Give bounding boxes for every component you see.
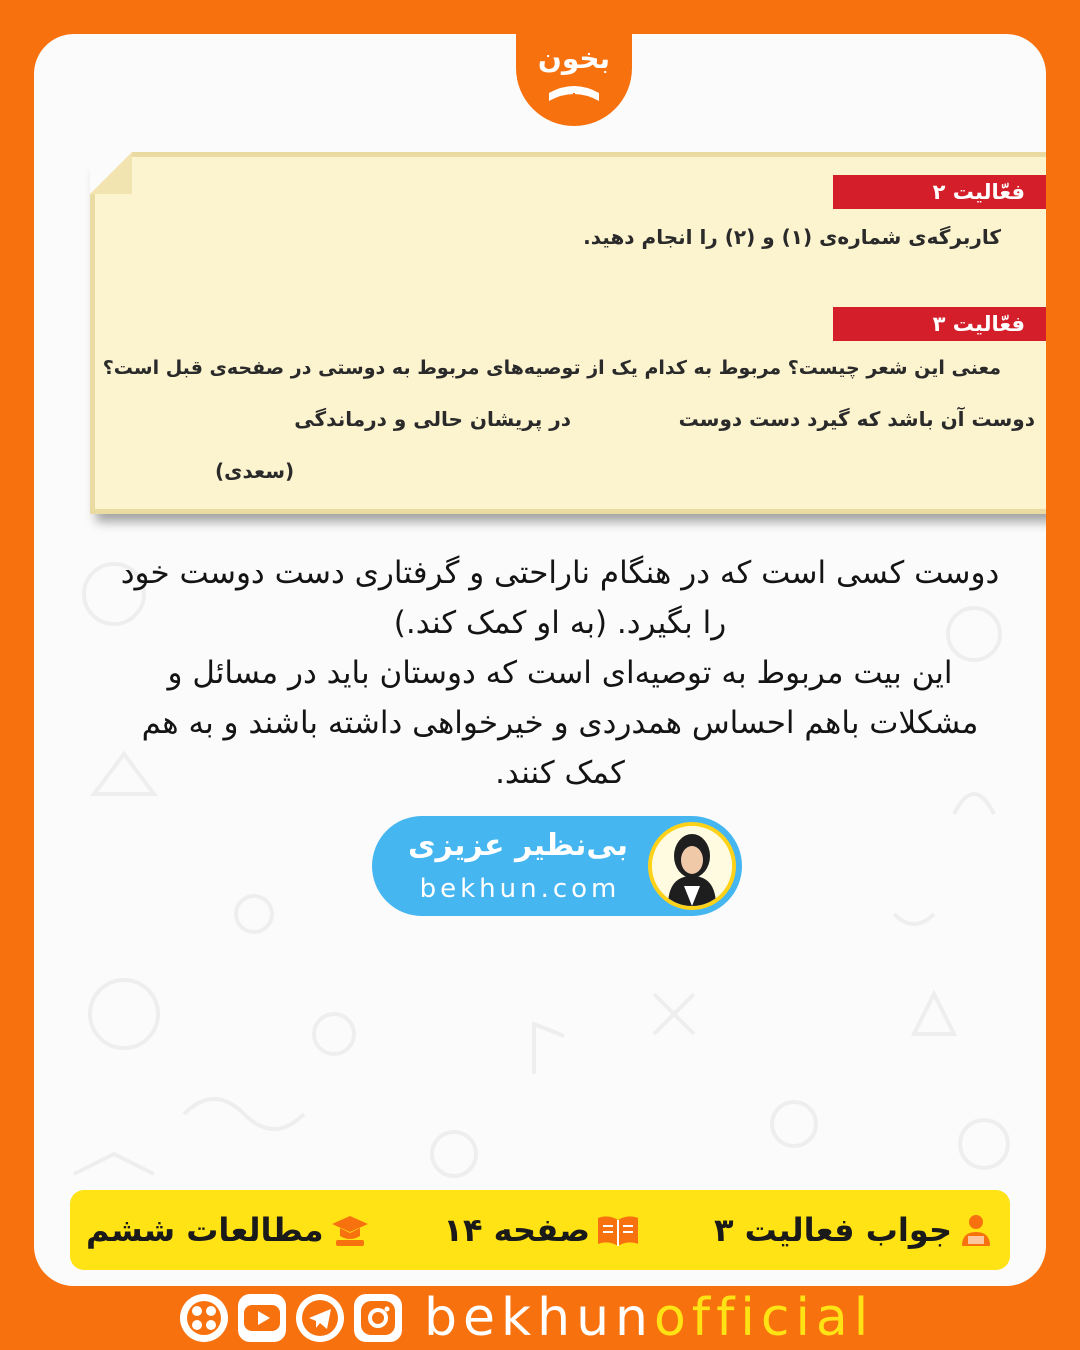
aparat-glyph-icon xyxy=(184,1298,224,1338)
footer-page-text: صفحه ۱۴ xyxy=(443,1211,591,1249)
answer-paragraph-1: دوست کسی است که در هنگام ناراحتی و گرفتاری دست دوست خود را بگیرد. (به او کمک کند.) xyxy=(120,555,1000,641)
aparat-icon[interactable] xyxy=(180,1294,228,1342)
poet-credit: (سعدی) xyxy=(215,459,295,483)
footer-page-label xyxy=(443,1211,640,1249)
telegram-icon[interactable] xyxy=(296,1294,344,1342)
author-site: bekhun.com xyxy=(419,874,621,904)
answer-text xyxy=(110,548,1010,798)
verse-right: دوست آن باشد که گیرد دست دوست xyxy=(678,407,1035,431)
instagram-icon[interactable] xyxy=(354,1294,402,1342)
youtube-icon[interactable] xyxy=(238,1294,286,1342)
activity2-instruction: کاربرگه‌ی شماره‌ی (۱) و (۲) را انجام دهید. xyxy=(583,225,1001,249)
textbook-excerpt xyxy=(90,152,1046,514)
answer-paragraph-2: این بیت مربوط به توصیه‌ای است که دوستان باید در مسائل و مشکلات باهم احساس همدردی و خیرخواهی داشته باشند و به هم کمک کنند. xyxy=(141,655,979,791)
page-fold xyxy=(90,152,132,194)
open-book-icon xyxy=(596,1212,640,1248)
footer-answer-label xyxy=(714,1211,994,1249)
youtube-glyph-icon xyxy=(242,1303,282,1333)
footer-subject-label xyxy=(86,1211,370,1249)
footer-bar xyxy=(70,1190,1010,1270)
avatar-portrait-icon xyxy=(652,826,732,906)
brand-handle[interactable] xyxy=(424,1288,874,1348)
instagram-glyph-icon xyxy=(358,1298,398,1338)
graduation-cap-icon xyxy=(330,1212,370,1248)
social-links xyxy=(180,1288,874,1348)
verse-left: در پریشان حالی و درماندگی xyxy=(294,407,571,431)
author-avatar xyxy=(648,822,736,910)
teacher-icon xyxy=(958,1212,994,1248)
footer-subject-text: مطالعات ششم xyxy=(86,1211,324,1249)
activity2-tab: فعّالیت ۲ xyxy=(833,175,1046,209)
brand-handle-part1: bekhun xyxy=(424,1288,654,1348)
brand-handle-part2: official xyxy=(653,1288,875,1348)
author-badge[interactable] xyxy=(372,816,742,916)
logo-text: بخون xyxy=(537,42,611,75)
activity3-question: معنی این شعر چیست؟ مربوط به کدام یک از توصیه‌های مربوط به دوستی در صفحه‌ی قبل است؟ xyxy=(102,357,1001,379)
footer-answer-text: جواب فعالیت ۳ xyxy=(713,1211,952,1249)
telegram-glyph-icon xyxy=(300,1298,340,1338)
author-name: بی‌نظیر عزیزی xyxy=(407,828,629,863)
activity3-tab: فعّالیت ۳ xyxy=(833,307,1046,341)
